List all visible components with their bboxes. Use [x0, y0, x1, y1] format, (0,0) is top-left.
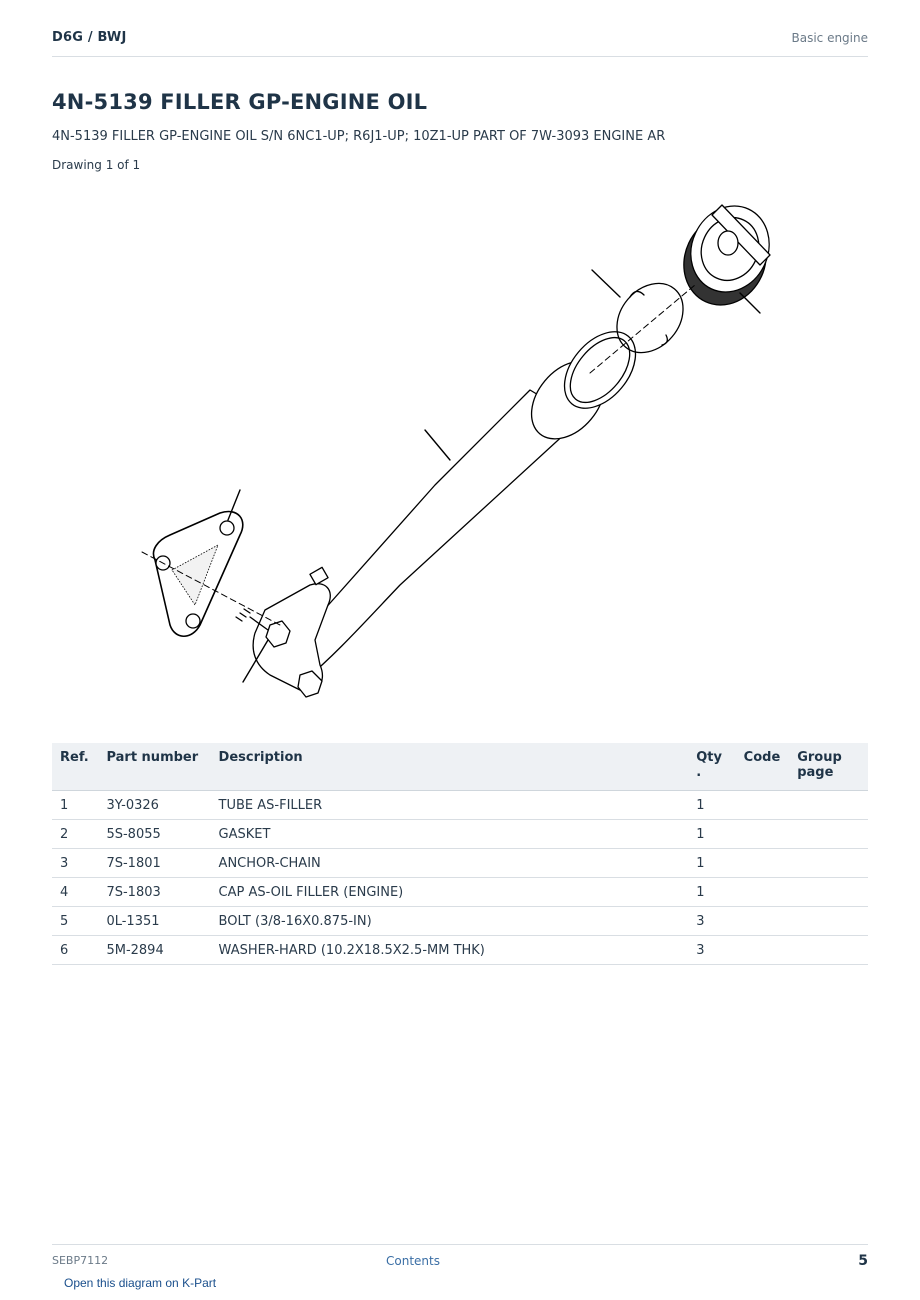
row-group-page	[789, 791, 868, 820]
table-row	[52, 849, 868, 878]
row-part-number: 7S-1803	[98, 878, 210, 907]
row-code	[736, 907, 790, 936]
row-description: GASKET	[211, 820, 689, 849]
section-label: Basic engine	[791, 31, 868, 45]
row-description: ANCHOR-CHAIN	[211, 849, 689, 878]
drawing-label: Drawing 1 of 1	[52, 158, 141, 172]
row-group-page	[789, 849, 868, 878]
col-ref: Ref.	[52, 743, 98, 791]
row-code	[736, 820, 790, 849]
row-description: BOLT (3/8-16X0.875-IN)	[211, 907, 689, 936]
oil-filler-cap	[669, 193, 783, 319]
row-group-page	[789, 820, 868, 849]
row-code	[736, 849, 790, 878]
row-description: TUBE AS-FILLER	[211, 791, 689, 820]
row-qty: 3	[688, 936, 735, 965]
col-part-number: Part number	[98, 743, 210, 791]
col-qty: Qty .	[688, 743, 735, 791]
parts-table-header	[52, 743, 868, 791]
row-part-number: 0L-1351	[98, 907, 210, 936]
parts-table	[52, 743, 868, 965]
row-code	[736, 791, 790, 820]
bolt-back	[310, 567, 328, 584]
row-ref: 6	[52, 936, 98, 965]
row-ref: 4	[52, 878, 98, 907]
row-qty: 1	[688, 820, 735, 849]
row-group-page	[789, 936, 868, 965]
row-qty: 1	[688, 849, 735, 878]
table-row	[52, 791, 868, 820]
row-code	[736, 936, 790, 965]
page-title: 4N-5139 FILLER GP-ENGINE OIL	[52, 90, 428, 114]
document-id: SEBP7112	[52, 1254, 109, 1267]
row-qty: 1	[688, 878, 735, 907]
page-subtitle: 4N-5139 FILLER GP-ENGINE OIL S/N 6NC1-UP; R6J1-UP; 10Z1-UP PART OF 7W-3093 ENGINE AR	[52, 129, 666, 144]
row-description: WASHER-HARD (10.2X18.5X2.5-MM THK)	[211, 936, 689, 965]
page-header	[52, 28, 868, 57]
col-code: Code	[736, 743, 790, 791]
contents-link[interactable]: Contents	[386, 1254, 440, 1268]
col-group-page: Group page	[789, 743, 868, 791]
callout-cap	[740, 293, 760, 313]
row-ref: 3	[52, 849, 98, 878]
callout-chain	[592, 270, 620, 297]
filler-tube	[278, 390, 580, 680]
callout-tube	[425, 430, 450, 460]
row-qty: 1	[688, 791, 735, 820]
breadcrumb: D6G / BWJ	[52, 30, 127, 45]
table-row	[52, 907, 868, 936]
row-ref: 2	[52, 820, 98, 849]
row-part-number: 5M-2894	[98, 936, 210, 965]
table-row	[52, 820, 868, 849]
kpart-link[interactable]: Open this diagram on K-Part	[64, 1276, 217, 1290]
row-code	[736, 878, 790, 907]
row-description: CAP AS-OIL FILLER (ENGINE)	[211, 878, 689, 907]
row-qty: 3	[688, 907, 735, 936]
page-number: 5	[858, 1253, 868, 1269]
row-group-page	[789, 878, 868, 907]
row-ref: 1	[52, 791, 98, 820]
parts-diagram	[100, 185, 820, 730]
row-group-page	[789, 907, 868, 936]
gasket-hole-top	[220, 521, 234, 535]
table-row	[52, 936, 868, 965]
gasket-hole-bottom	[186, 614, 200, 628]
row-part-number: 5S-8055	[98, 820, 210, 849]
table-row	[52, 878, 868, 907]
row-ref: 5	[52, 907, 98, 936]
col-description: Description	[211, 743, 689, 791]
row-part-number: 3Y-0326	[98, 791, 210, 820]
row-part-number: 7S-1801	[98, 849, 210, 878]
page-footer	[52, 1244, 868, 1275]
